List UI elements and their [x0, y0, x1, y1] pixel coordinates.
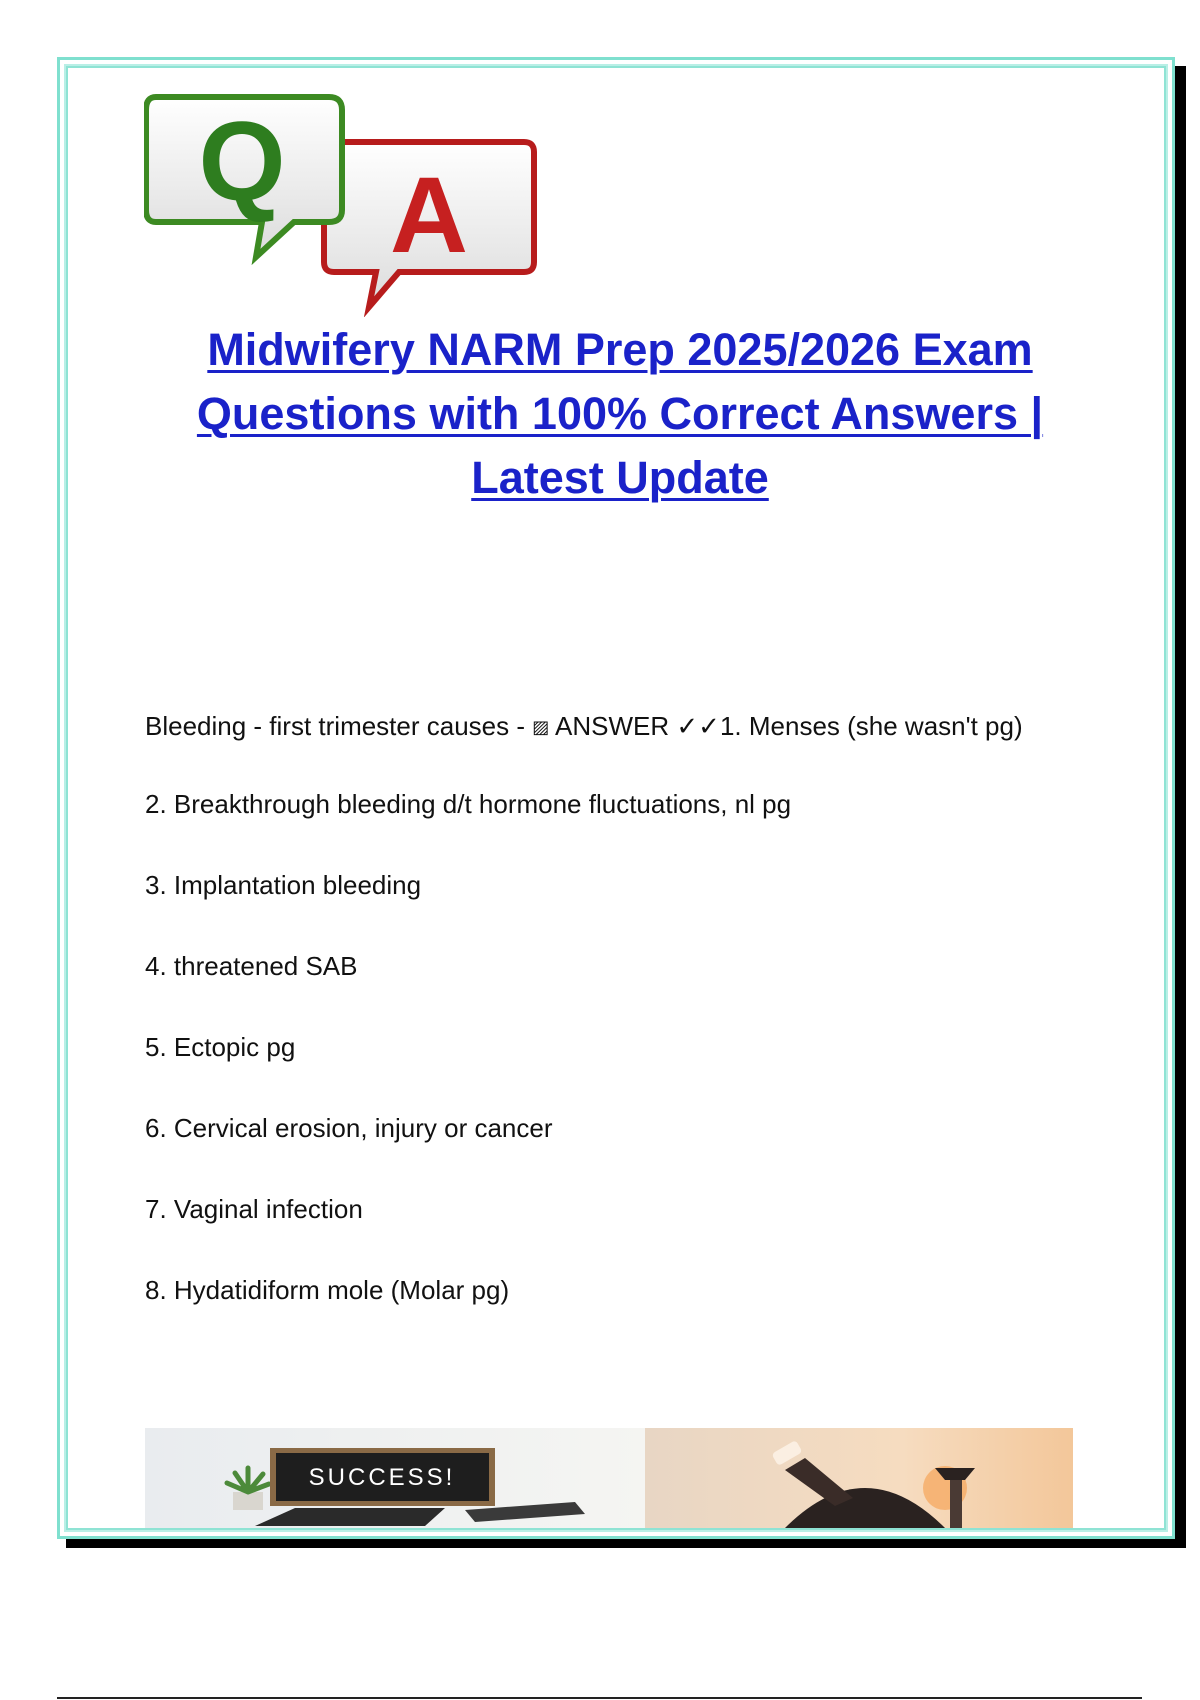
q-letter: Q — [198, 99, 286, 224]
answer-item: 7. Vaginal infection — [145, 1194, 363, 1224]
success-sign-text: SUCCESS! — [308, 1464, 456, 1491]
answer-item: 8. Hydatidiform mole (Molar pg) — [145, 1275, 510, 1305]
answer-item: 4. threatened SAB — [145, 951, 358, 981]
answer-item: 6. Cervical erosion, injury or cancer — [145, 1113, 553, 1143]
qa-logo-icon — [144, 92, 544, 317]
answer-marker-icon: ▨ — [532, 717, 550, 738]
answer-item: 2. Breakthrough bleeding d/t hormone fluctuations, nl pg — [145, 789, 792, 819]
answer-item: 5. Ectopic pg — [145, 1032, 296, 1062]
bottom-divider — [57, 1697, 1142, 1699]
answer-label: ANSWER ✓✓ — [549, 711, 720, 741]
a-letter: A — [390, 154, 468, 275]
question-line — [145, 690, 1075, 764]
answer-item: 3. Implantation bleeding — [145, 870, 422, 900]
success-banner-image — [145, 1428, 1073, 1528]
document-title: Midwifery NARM Prep 2025/2026 Exam Questions with 100% Correct Answers | Latest Update — [196, 324, 1044, 503]
qa-content — [145, 690, 1075, 1331]
first-answer: 1. Menses (she wasn't pg) — [719, 711, 1023, 741]
question-prompt: Bleeding - first trimester causes - — [145, 711, 533, 741]
